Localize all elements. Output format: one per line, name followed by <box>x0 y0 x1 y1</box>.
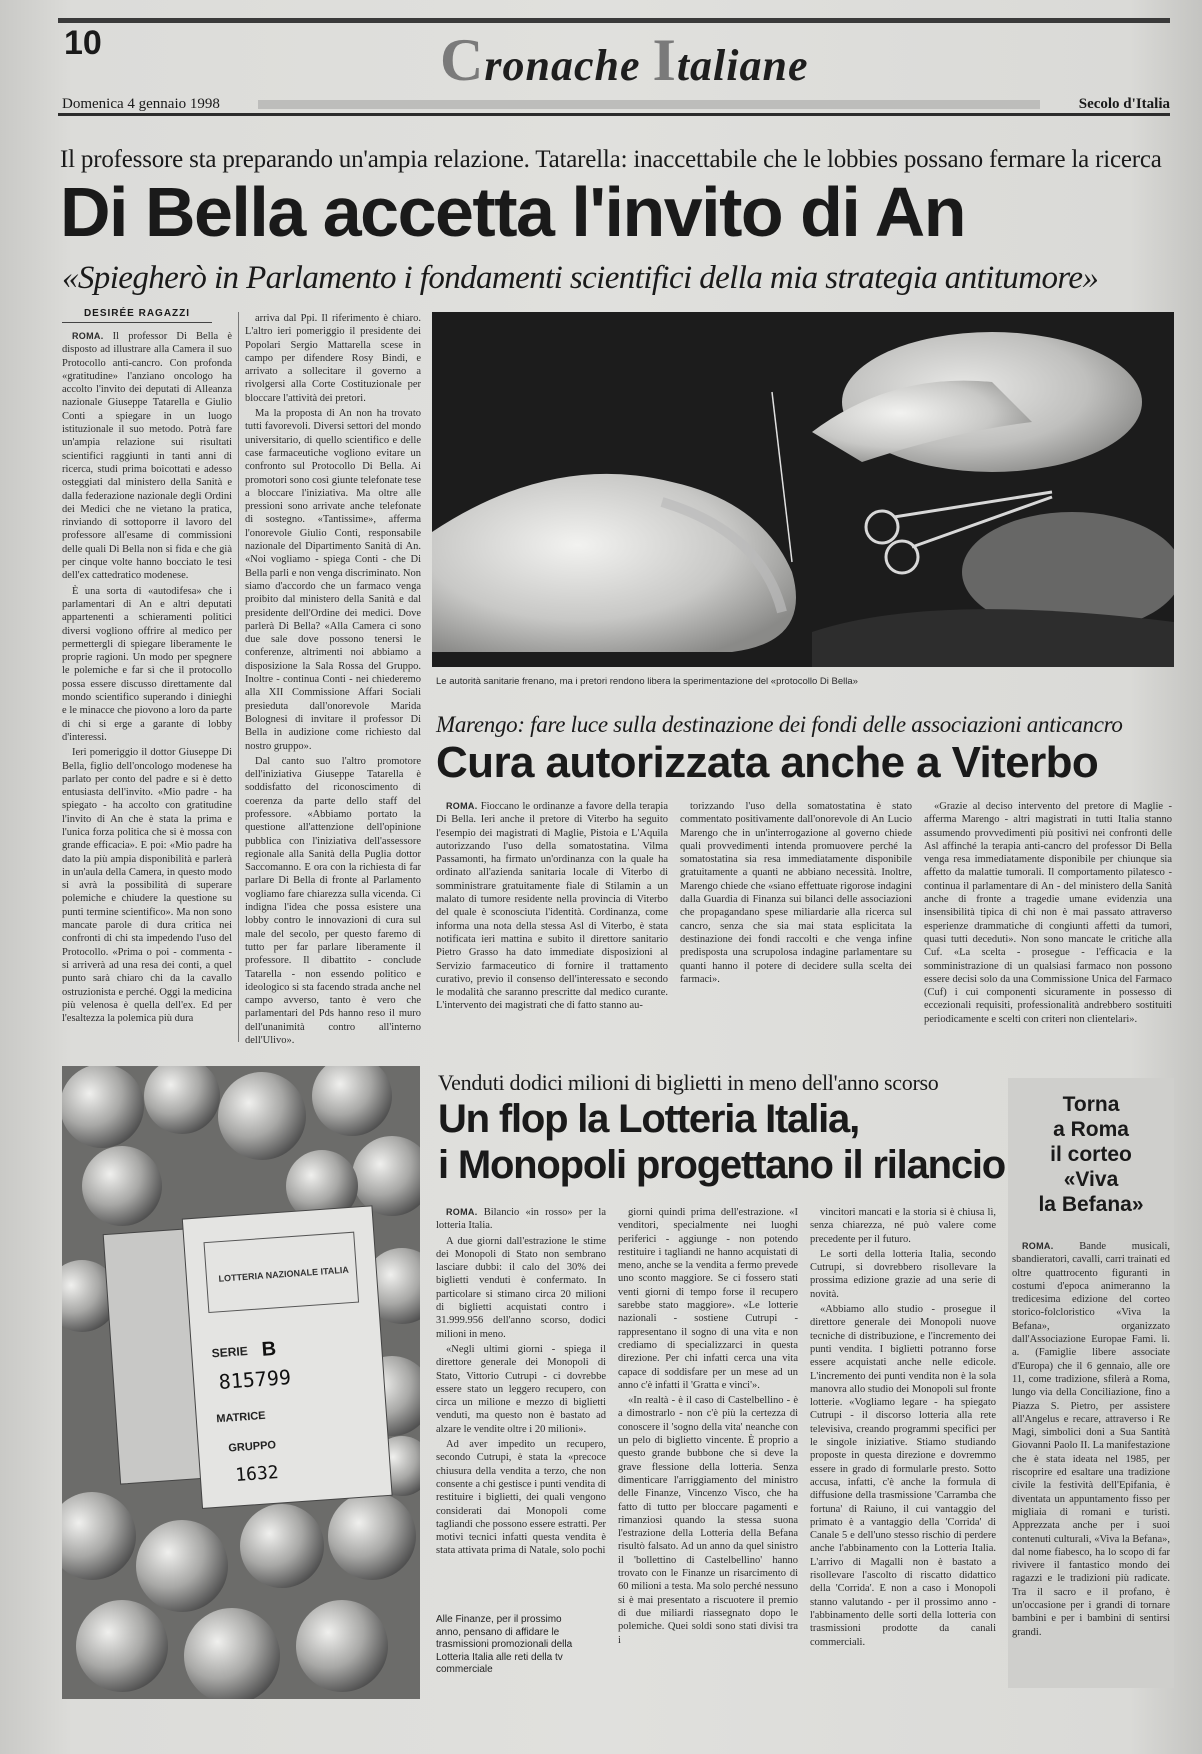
story2-lead: ROMA. <box>446 801 478 811</box>
story3-col3-p2: Le sorti della lotteria Italia, secondo Cutrupi, si dovrebbero risollevare la prossima edizione grazie ad una serie di novità. <box>810 1248 996 1300</box>
story1-col2-p2: Ma la proposta di An non ha trovato tutti favorevoli. Diversi settori del mondo universitario, di quello scientifico e delle case farmaceutiche vogliono evitare un confronto sul Protocollo Di Bella. Ai promotori sono così giunte telefonate tese a bloccare l'iniziativa. Ma oltre alle pressioni sono arrivate anche telefonate di sostegno. «Tantissime», afferma l'onorevole Giulio Conti, responsabile nazionale del Dipartimento Sanità di An. «Noi vogliamo - spiega Conti - che Di Bella parli e non venga discriminato. Non siamo d'accordo che un farmaco venga proibito dal ministero della Sanità e dal presidente dell'Ordine dei medici. Dove parlerà Di Bella? «Alla Camera ci sono due sale dove possono tenersi le conferenze, altrimenti noi abbiamo a disposizione la Sala Rossa del Gruppo. Inoltre - continua Conti - nei chiederemo alla XII Commissione Affari Sociali presieduta dall'onorevole Marida Bolognesi di invitare il professor Di Bella in audizione come richiesto dal nostro gruppo». <box>245 408 421 752</box>
story2-headline: Cura autorizzata anche a Viterbo <box>436 738 1099 787</box>
ticket-serie-label: SERIE <box>211 1343 249 1361</box>
story3-col3-p1: vincitori mancati e la storia si è chiusa lì, senza chiarezza, né può valere come precedente per il futuro. <box>810 1207 996 1245</box>
story3-col1-p4: Ad aver impedito un recupero, secondo Cutrupi, è stata la «precoce chiusura della vendita a terzo, che non consente a chi gestisce i punti vendita di restituire i biglietti, dei quali vengono considerati dai Monopoli come tagliandi che possono essere estratti. Per motivi tecnici infatti questa vendita è stata attivata prima di Natale, solo pochi <box>436 1439 606 1557</box>
story3-column-2 <box>618 1206 798 1700</box>
sidebar-headline-line2: a Roma <box>1053 1118 1129 1141</box>
story1-byline: DESIRÉE RAGAZZI <box>62 308 212 323</box>
story3-headline <box>438 1096 1005 1188</box>
sidebar-headline-line3: il corteo <box>1050 1143 1132 1166</box>
story1-headline: Di Bella accetta l'invito di An <box>60 173 965 251</box>
story2-col3-text: «Grazie al deciso intervento del pretore di Maglie - afferma Marengo - altri magistrati in tutti Italia stanno assumendo provvedimenti più positivi nei confronti delle Asl affinché la terapia anti-cancro del professor Di Bella venga resa immediatamente disponibile per chiunque sia affetto da malattie tumorali. Il comportamento pilatesco - continua il parlamentare di An - del ministero della Sanità anche di fronte a tragedie umane evidenzia una insensibilità tipica di chi non è mai passato attraverso esperienze drammatiche di congiunti affetti da tumori, quasi tutti deceduti». Non sono mancate le critiche alla Cuf. «La scelta - prosegue - l'efficacia e la somministrazione di un qualsiasi farmaco non possono essere decisi solo da una Commissione Unica del Farmaco (Cuf) i cui componenti sicuramente in possesso di eccezionali requisiti, professionalità andrebbero sostituiti periodicamente e scelti con criteri non clientelari». <box>924 801 1172 1025</box>
sidebar-headline <box>1012 1092 1170 1217</box>
paper-name: Secolo d'Italia <box>1078 96 1170 112</box>
story2-column-1 <box>436 800 668 1048</box>
page-number: 10 <box>64 24 102 62</box>
section-title <box>440 26 809 95</box>
date-line <box>58 96 1170 116</box>
story1-col1-p3: Ieri pomeriggio il dottor Giuseppe Di Bella, figlio dell'oncologo modenese ha parlato per conto del padre e si è detto entusiasta dell'invito. «Mio padre - ha spiegato - ha accolto con gratitudine l'invito di An che è stata la prima e l'unica forza politica che si è mossa con grande efficacia». E poi: «Mio padre ha dato la più ampia disponibilità e parlerà in un'aula della Camera, in questo modo si avrà la possibilità di superare polemiche e chiudere la questione su punti termine scientifico». Ma non sono mancate parole di dura critica nei confronti di chi sta impedendo l'uso del Protocollo. «Prima o poi - commenta - si arriverà ad una resa dei conti, a quel punto sarà chiaro chi da la cavallo ostruzionista e perché. Oggi la medicina più velenosa è quella dell'ex. Ed per l'esaltezza la polemica più dura <box>62 747 232 1025</box>
ticket-gruppo-label: GRUPPO <box>228 1439 277 1455</box>
sidebar-headline-line5: la Befana» <box>1038 1193 1144 1216</box>
section-word-2: taliane <box>676 41 809 90</box>
ticket-serie-letter: B <box>260 1337 277 1361</box>
story3-col1-p2: A due giorni dall'estrazione le stime dei Monopoli di Stato non sembrano lasciare dubbi: il calo del 30% dei biglietti venduti è confermato. In particolare si stimano circa 20 milioni di biglietti acquistati contro i 31.999.956 dell'anno scorso, dodici milioni in meno. <box>436 1235 606 1340</box>
ticket-gruppo-number: 1632 <box>234 1462 280 1487</box>
ticket-matrice-label: MATRICE <box>215 1409 266 1426</box>
date-bar <box>258 100 1040 109</box>
story2-col2-text: torizzando l'uso della somatostatina è stato commentato positivamente dall'onorevole di An Lucio Marengo che in un'interrogazione al governo chiede quali provvedimenti intenda promuovere perché la somatostatina sia resa immediatamente disponibile gratuitamente a quanti ne abbiano necessità. Inoltre, Marengo chiede che «siano effettuate rigorose indagini dalla Guardia di Finanza sui bilanci delle associazioni che propagandano spese miliardarie alla ricerca sul cancro, senza che sia mai stata esplicitata la destinazione dei fondi raccolti e che venga infine predisposta una scrupolosa indagine parlamentare su quanti hanno il potere di decidere sulla scelta dei farmaci». <box>680 801 912 985</box>
lottery-photo <box>62 1066 420 1699</box>
story1-col2-p3: Dal canto suo l'altro promotore dell'iniziativa Giuseppe Tatarella è soddisfatto del riconoscimento di coerenza da parte dello staff del professore. «Abbiamo portato la questione all'attenzione dell'opinione pubblica con l'iniziativa dell'assessore regionale alla Sanità della Puglia dottor Saccomanno. E ora con la richiesta di far parlare Di Bella di fronte al Parlamento vogliamo fare chiarezza sulla vicenda. Ci indigna l'idea che possa esistere una lobby contro le innovazioni di cura sul male del secolo, per questo faremo di tutto per far parlare liberamente il professore. Il dibattito - conclude Tatarella - non essendo politico e ideologico si sta facendo strada anche nel campo avverso, tanto è vero che parlamentari del Pds hanno reso il muro dell'unanimità contro all'interno dell'Ulivo». <box>245 755 421 1047</box>
story3-col2-p1: giorni quindi prima dell'estrazione. «I venditori, specialmente nei luoghi periferici - aggiunge - non potendo restituire i tagliandi ne hanno acquistati di meno, anche se la vendita a fermo prevede uno sconto maggiore. Se ci fossero stati venti giorni di tempo forse il recupero sarebbe stato maggiore». «Le lotterie nazionali - sostiene Cutrupi - rappresentano il sogno di una vita e non crediamo di specializzarci in questa direzione. Per chi infatti cerca una vita capace di soddisfare per un mese ad un anno c'è infatti il 'Gratta e vinci'». <box>618 1207 798 1391</box>
story3-col3-p3: «Abbiamo allo studio - prosegue il direttore generale dei Monopoli nuove tecniche di distribuzione, e l'incremento dei punti vendita. I biglietti potranno forse essere acquistati anche nelle edicole. L'incremento dei punti vendita non è la sola manovra allo studio dei Monopoli sul fronte lotterie. «Vogliamo legare - ha spiegato Cutrupi - il discorso lotteria alla rete televisiva, creando programmi specifici per le singole iniziative. Stiamo studiando proposte in questa direzione e dovremmo essere in grado di formularle presto. Sotto accusa, infatti, c'è anche la formula di diffusione della trasmissione 'Carramba che fortuna' di Raiuno, il cui vantaggio del primato è a vantaggio della 'Corrida' di Canale 5 e dell'uno stesso rischio di perdere anche l'abbinamento con la Lotteria Italia. L'arrivo di Magalli non è bastato a risollevare l'ascolto di riscatto didattico della 'Corrida'. E non a caso i Monopoli stanno valutando - per il prossimo anno - l'abbinamento delle sorti della lotteria con trasmissioni prodotte da canali commerciali. <box>810 1304 996 1648</box>
surgery-photo <box>432 312 1174 667</box>
story2-kicker: Marengo: fare luce sulla destinazione dei fondi delle associazioni anticancro <box>436 712 1123 737</box>
story3-kicker: Venduti dodici milioni di biglietti in meno dell'anno scorso <box>438 1070 939 1095</box>
surgery-photo-caption: Le autorità sanitarie frenano, ma i pretori rendono libera la sperimentazione del «protocollo Di Bella» <box>436 676 858 687</box>
sidebar-headline-line1: Torna <box>1062 1093 1120 1116</box>
sidebar-headline-line4: «Viva <box>1063 1168 1119 1191</box>
story3-callout: Alle Finanze, per il prossimo anno, pensano di affidare le trasmissioni promozionali della Lotteria Italia alle reti della tv commerciale <box>436 1614 573 1675</box>
section-word-1: ronache <box>484 41 653 90</box>
lottery-ticket <box>103 1206 393 1514</box>
section-initial-c: C <box>440 27 485 93</box>
top-rule <box>58 18 1170 23</box>
story1-col1-p2: È una sorta di «autodifesa» che i parlamentari di An e altri deputati appartenenti a schieramenti politici diversi vogliono offrire al medico per permettergli di spiegare liberamente le proprie ragioni. Un modo per spegnere le polemiche e far sì che il protocollo possa essere discusso direttamente dal mondo scientifico superando i dinieghi e le minacce che piovono a loro da parte di chi si erge a garante di lobby d'interessi. <box>62 585 232 743</box>
story3-lead: ROMA. <box>446 1207 478 1217</box>
story1-lead: ROMA. <box>72 331 104 341</box>
story3-col1-p3: «Negli ultimi giorni - spiega il direttore generale dei Monopoli di Stato, Vittorio Cutrupi - ci dovrebbe essere stato un leggero recupero, con circa un milione e mezzo di biglietti venduti, ma questo non è bastato ad alzare le vendite oltre i 20 milioni». <box>436 1343 606 1435</box>
sidebar-column <box>1012 1240 1170 1684</box>
story1-subhead: «Spiegherò in Parlamento i fondamenti scientifici della mia strategia antitumore» <box>62 260 1099 296</box>
sidebar-lead: ROMA. <box>1022 1241 1054 1251</box>
story2-column-2 <box>680 800 912 1048</box>
story3-col1-p1: Bilancio «in rosso» per la lotteria Italia. <box>436 1207 606 1232</box>
story1-col1-p1: Il professor Di Bella è disposto ad illustrare alla Camera il suo Protocollo anti-cancro. Con profonda «gratitudine» l'anziano oncologo ha accolto l'invito dei deputati di Alleanza nazionale Giuseppe Tatarella e Giulio Conti a spiegare in un luogo istituzionale il suo metodo. Potrà fare un'ampia relazione sui risultati scientifici raggiunti in tanti anni di ricerca, studi prima boicottati e adesso osteggiati dal ministero della Sanità e dalla federazione nazionale degli Ordini dei Medici che ne vietano la pratica, rinviando di sottoporre il lavoro del professore all'esame di commissioni delle quali Di Bella non si fida e che già per cinque volte hanno bocciato le tesi dell'ex cattedratico modenese. <box>62 331 232 582</box>
story2-col1-text: Fioccano le ordinanze a favore della terapia Di Bella. Ieri anche il pretore di Viterbo ha seguito l'esempio dei magistrati di Maglie, Pistoia e L'Aquila autorizzando l'uso della somatostatina. Vilma Passamonti, ha firmato un'ordinanza con la quale ha ordinato all'azienda sanitaria locale di Viterbo di somministrare gratuitamente fiale di Stilamin a un malato di tumore residente nella provincia di Viterbo del quale è sconosciuta l'identità. Cordinanza, come informa una nota della stessa Asl di Viterbo, è stata notificata ieri mattina e subito il direttore sanitario Pietro Grasso ha dato immediate disposizioni al Servizio farmaceutico di fornire il trattamento curativo, previo il consenso dell'interessato e secondo le modalità che saranno prescritte dal medico curante. L'intervento dei magistrati che di fatto stanno au- <box>436 801 668 1012</box>
lottery-photo-illustration <box>62 1066 420 1699</box>
surgery-photo-illustration <box>432 312 1174 667</box>
story1-column-2 <box>245 312 421 1060</box>
ticket-header: LOTTERIA NAZIONALE ITALIA <box>218 1264 350 1284</box>
story2-column-3 <box>924 800 1172 1048</box>
story1-col2-p1: arriva dal Ppi. Il riferimento è chiaro. L'altro ieri pomeriggio il presidente dei Popolari Sergio Mattarella scese in campo per difendere Rosy Bindi, e arrivato a sollecitare il governo a rivolgersi alla Corte Costituzionale per bloccare l'attività dei pretori. <box>245 313 421 404</box>
story3-column-1 <box>436 1206 606 1606</box>
story1-column-1 <box>62 330 232 1060</box>
story3-headline-line1: Un flop la Lotteria Italia, <box>438 1097 859 1141</box>
column-divider <box>238 312 239 1042</box>
sidebar-body: Bande musicali, sbandieratori, cavalli, carri trainati ed oltre quattrocento figuranti in costumi d'epoca animeranno la tredicesima edizione del corteo storico-folcloristico «Viva la Befana», organizzato dall'Associazione Europae Fami. li. a. (Famiglie libere associate d'Europa) che il 6 gennaio, alle ore 11, come tradizione, sfilerà a Roma, lungo via della Conciliazione, fino a Piazza S. Pietro, per assistere all'Angelus e recare, attraverso i Re Magi, simbolici doni a Sua Santità Giovanni Paolo II. La manifestazione che è stata ideata nel 1985, per riscoprire ed esaltare una tradizione civile la festività dell'Epifania, è diventata un appuntamento fisso per migliaia di romani e turisti. Apprezzata anche per i suoi contenuti culturali, «Viva la Befana», dal nome fiabesco, ha lo scopo di far rivivere il fantastico mondo dei ragazzi e le tradizioni più radicate. Tra il sacro e il profano, è un'occasione per i grandi di tornare bambini e per i bambini di sentirsi grandi. <box>1012 1241 1170 1638</box>
story3-headline-line2: i Monopoli progettano il rilancio <box>438 1143 1006 1187</box>
story3-column-3 <box>810 1206 996 1700</box>
ticket-number: 815799 <box>217 1364 292 1394</box>
story1-kicker: Il professore sta preparando un'ampia relazione. Tatarella: inaccettabile che le lobbies possano fermare la ricerca <box>60 146 1162 173</box>
issue-date: Domenica 4 gennaio 1998 <box>62 96 220 112</box>
story3-col2-p2: «In realtà - è il caso di Castelbellino - è a dimostrarlo - non c'è più la certezza di conoscere il 'sogno della vita' neanche con un pelo di biglietto vincente. È proprio a questo grande bubbone che si deve la grave flessione della lotteria. Senza dimenticare l'arriggiamento del ministro delle Finanze, Vincenzo Visco, che ha fatto di tutto per bloccare pagamenti e rimanziosi quando la stessa suona l'estrazione della Lotteria della Befana risultò falsato. Ad un anno da quel sinistro il 'bollettino di Castelbellino' hanno trovato con le Finanze un risarcimento di 60 milioni a testa. Ma solo perché nessuno si è mai presentato a riscuotere il premio di due miliardi riassegnato dopo le polemiche. Quei soldi sono stati divisi tra i <box>618 1395 798 1646</box>
section-initial-i: I <box>652 27 677 93</box>
